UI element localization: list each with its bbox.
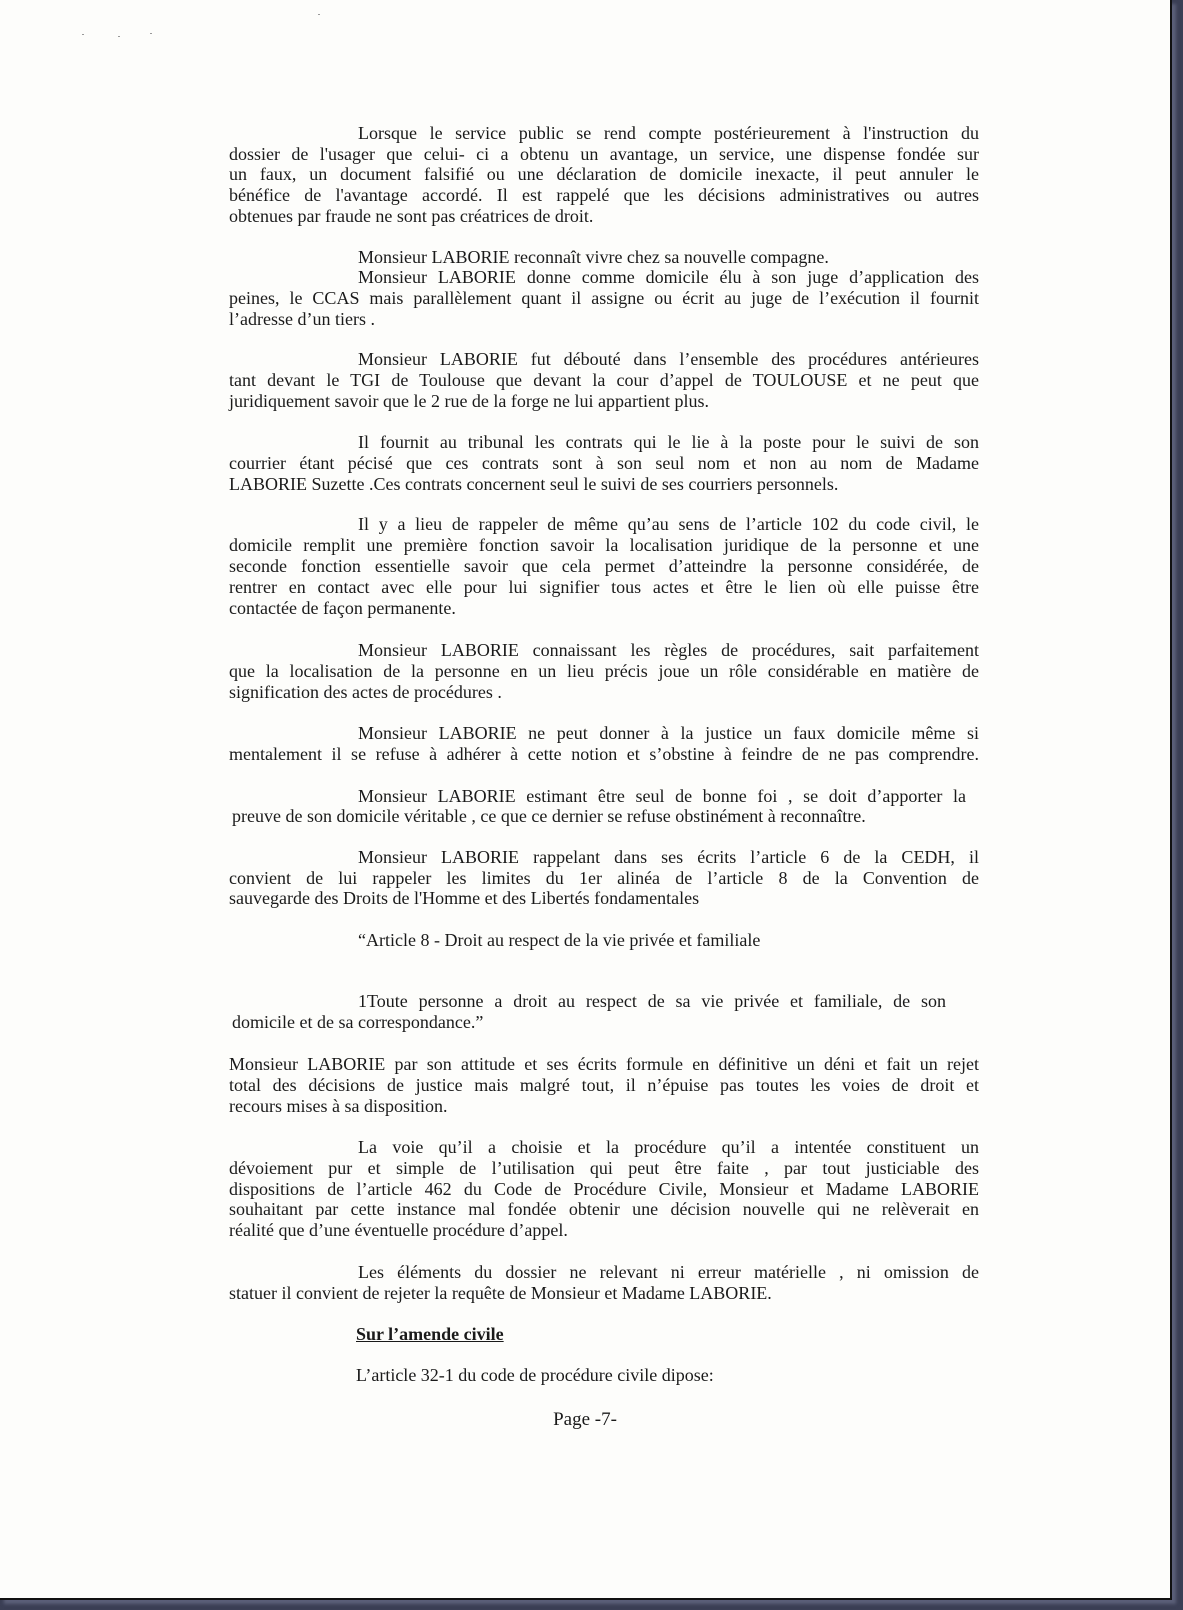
text-line: statuer il convient de rejeter la requête de Monsieur et Madame LABORIE.	[229, 1283, 772, 1303]
text-line: Monsieur LABORIE fut débouté dans l’ensemble des procédures antérieures	[358, 349, 979, 369]
text-line: convient de lui rappeler les limites du 1er alinéa de l’article 8 de la Convention de	[229, 868, 979, 888]
text-line: Il fournit au tribunal les contrats qui le lie à la poste pour le suivi de son	[358, 432, 979, 452]
text-line: souhaitant par cette instance mal fondée obtenir une décision nouvelle qui ne relèverait en	[229, 1199, 979, 1219]
text-line: obtenues par fraude ne sont pas créatrices de droit.	[229, 206, 594, 226]
text-line: recours mises à sa disposition.	[229, 1096, 448, 1116]
text-line: preuve de son domicile véritable , ce que ce dernier se refuse obstinément à reconnaître.	[232, 806, 866, 826]
text-line: un faux, un document falsifié ou une déclaration de domicile inexacte, il peut annuler le	[229, 164, 979, 184]
scan-speck	[318, 14, 320, 15]
text-line: rentrer en contact avec elle pour lui signifier tous actes et être le lien où elle puisse être	[229, 577, 979, 597]
text-line: total des décisions de justice mais malgré tout, il n’épuise pas toutes les voies de droit et	[229, 1075, 979, 1095]
text-line: que la localisation de la personne en un lieu précis joue un rôle considérable en matière de	[229, 661, 979, 681]
text-line: Monsieur LABORIE reconnaît vivre chez sa nouvelle compagne.	[358, 247, 829, 267]
text-line: peines, le CCAS mais parallèlement quant il assigne ou écrit au juge de l’exécution il fournit	[229, 288, 979, 308]
section-heading: Sur l’amende civile	[356, 1324, 504, 1344]
scan-speck	[82, 34, 84, 35]
text-line: l’adresse d’un tiers .	[229, 309, 375, 329]
article-quote-title: “Article 8 - Droit au respect de la vie privée et familiale	[358, 930, 761, 950]
text-line: domicile et de sa correspondance.”	[232, 1012, 484, 1032]
text-line: Monsieur LABORIE connaissant les règles de procédures, sait parfaitement	[358, 640, 979, 660]
text-line: Monsieur LABORIE donne comme domicile élu à son juge d’application des	[358, 267, 979, 287]
text-line: Il y a lieu de rappeler de même qu’au sens de l’article 102 du code civil, le	[358, 514, 979, 534]
text-line: tant devant le TGI de Toulouse que devant la cour d’appel de TOULOUSE et ne peut que	[229, 370, 979, 390]
text-line: dispositions de l’article 462 du Code de Procédure Civile, Monsieur et Madame LABORIE	[229, 1179, 979, 1199]
text-line: courrier étant pécisé que ces contrats sont à son seul nom et non au nom de Madame	[229, 453, 979, 473]
text-line: contactée de façon permanente.	[229, 598, 456, 618]
text-line: dossier de l'usager que celui- ci a obtenu un avantage, un service, une dispense fondée sur	[229, 144, 979, 164]
text-line: Monsieur LABORIE rappelant dans ses écrits l’article 6 de la CEDH, il	[358, 847, 979, 867]
scan-speck	[118, 36, 120, 37]
text-line: seconde fonction essentielle savoir que cela permet d’atteindre la personne considérée, de	[229, 556, 979, 576]
text-line: Monsieur LABORIE estimant être seul de bonne foi , se doit d’apporter la	[358, 786, 966, 806]
text-line: bénéfice de l'avantage accordé. Il est rappelé que les décisions administratives ou autres	[229, 185, 979, 205]
text-line: Monsieur LABORIE par son attitude et ses écrits formule en définitive un déni et fait un rejet	[229, 1054, 979, 1074]
text-line: Les éléments du dossier ne relevant ni erreur matérielle , ni omission de	[358, 1262, 979, 1282]
text-line: sauvegarde des Droits de l'Homme et des Libertés fondamentales	[229, 888, 700, 908]
text-line: dévoiement pur et simple de l’utilisation qui peut être faite , par tout justiciable des	[229, 1158, 979, 1178]
scan-speck	[150, 33, 152, 34]
text-line: 1Toute personne a droit au respect de sa vie privée et familiale, de son	[358, 991, 946, 1011]
text-line: mentalement il se refuse à adhérer à cette notion et s’obstine à feindre de ne pas comprendre.	[229, 744, 979, 764]
page-number: Page -7-	[553, 1409, 617, 1430]
text-line: juridiquement savoir que le 2 rue de la forge ne lui appartient plus.	[229, 391, 710, 411]
text-line: L’article 32-1 du code de procédure civile dipose:	[356, 1365, 714, 1385]
text-line: Monsieur LABORIE ne peut donner à la justice un faux domicile même si	[358, 723, 979, 743]
text-line: LABORIE Suzette .Ces contrats concernent seul le suivi de ses courriers personnels.	[229, 474, 839, 494]
text-line: Lorsque le service public se rend compte postérieurement à l'instruction du	[358, 123, 979, 143]
text-line: domicile remplit une première fonction savoir la localisation juridique de la personne et une	[229, 535, 979, 555]
text-line: signification des actes de procédures .	[229, 682, 502, 702]
text-line: La voie qu’il a choisie et la procédure qu’il a intentée constituent un	[358, 1137, 979, 1157]
text-line: réalité que d’une éventuelle procédure d’appel.	[229, 1220, 568, 1240]
